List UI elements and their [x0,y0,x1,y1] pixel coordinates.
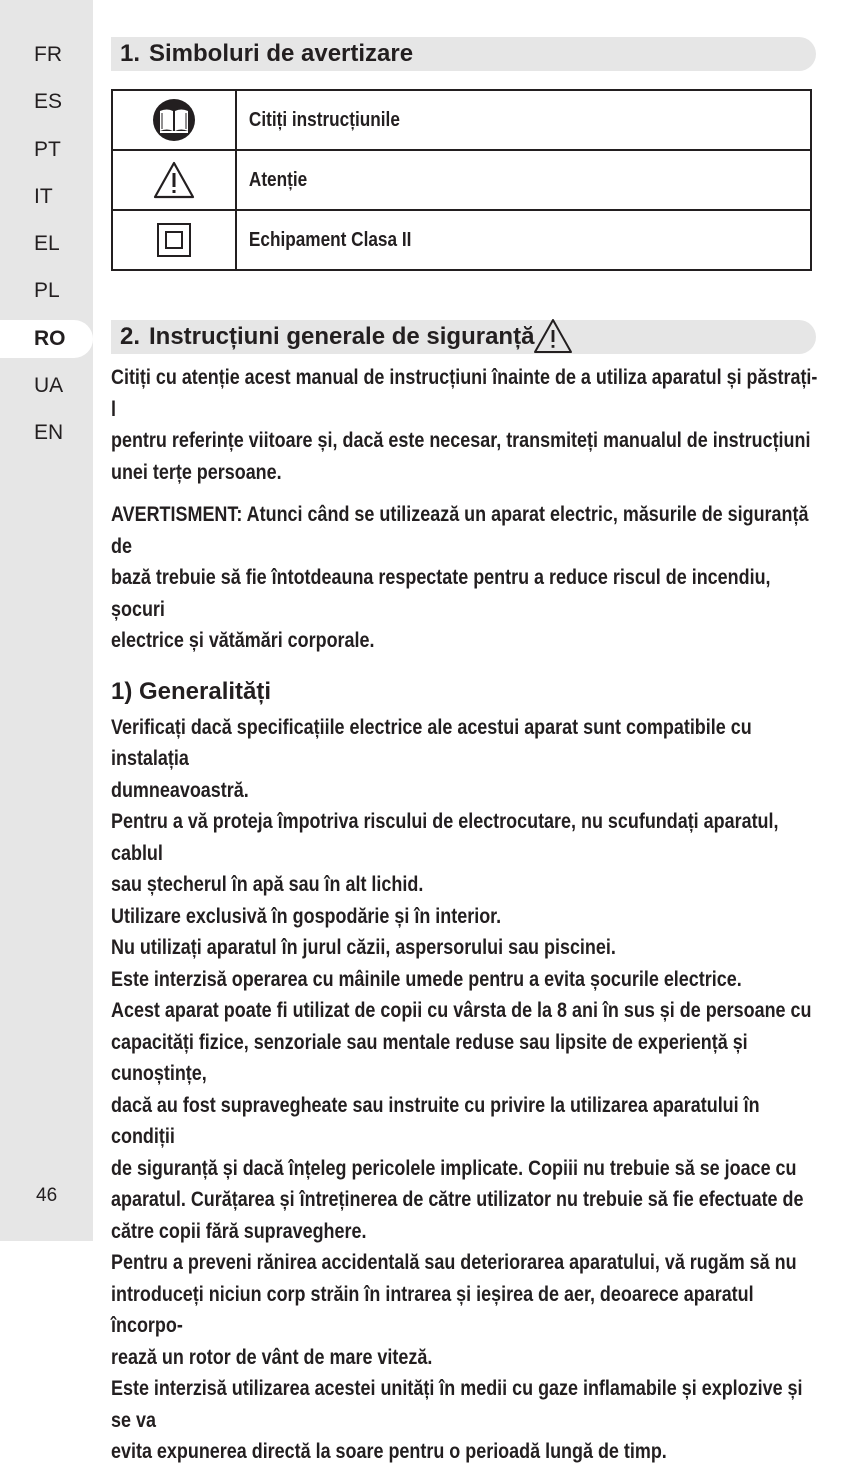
language-sidebar [0,0,93,1241]
language-tab-ro[interactable]: RO [0,320,93,358]
body-line: sau ștecherul în apă sau în alt lichid. [111,873,424,896]
body-line: Verificați dacă specificațiile electrice ale acestui aparat sunt compatibile cu instalația [111,715,752,770]
language-tab-it[interactable]: IT [34,184,53,208]
body-line: Este interzisă operarea cu mâinile umede pentru a evita șocurile electrice. [111,967,742,991]
warning-line: bază trebuie să fie întotdeauna respectate pentru a reduce riscul de incendiu, șocuri [111,566,771,621]
body-line: Este interzisă utilizarea acestei unități în medii cu gaze inflamabile și explozive și se va [111,1377,803,1432]
warning-triangle-icon [533,317,573,355]
intro-line: Citiți cu atenție acest manual de instrucțiuni înainte de a utiliza aparatul și păstrați-l [111,366,818,421]
section-1-number: 1. [120,40,141,67]
body-line: capacități fizice, senzoriale sau mentale reduse sau lipsite de experiență și cunoștințe, [111,1030,748,1085]
language-tab-en[interactable]: EN [34,421,64,445]
symbol-icon-cell [112,90,236,150]
warning-triangle-icon [153,161,195,199]
section-2-title: Instrucțiuni generale de siguranță [149,323,535,350]
section-1-title: Simboluri de avertizare [149,40,414,67]
section-2-number: 2. [120,323,141,350]
page-number: 46 [36,1185,58,1206]
symbol-row [112,150,811,210]
symbol-row [112,210,811,270]
language-tab-pt[interactable]: PT [34,137,61,161]
warning-symbols-table [111,89,812,271]
section-1-header [111,37,816,71]
language-list [0,36,93,462]
warning-paragraph [111,499,831,657]
symbol-icon-cell [112,210,236,270]
language-tab-es[interactable]: ES [34,90,63,114]
language-tab-fr[interactable]: FR [34,43,62,66]
body-line: Nu utilizați aparatul în jurul căzii, aspersorului sau piscinei. [111,936,616,959]
body-line: Acest aparat poate fi utilizat de copii cu vârsta de la 8 ani în sus și de persoane cu [111,999,812,1022]
warning-text: Atunci când se utilizează un aparat electric, măsurile de siguranță de [111,503,809,558]
language-tab-el[interactable]: EL [34,232,60,256]
symbol-icon-cell [112,150,236,210]
body-line: de siguranță și dacă înțeleg pericolele implicate. Copiii nu trebuie să se joace cu [111,1156,797,1180]
body-line: rează un rotor de vânt de mare viteză. [111,1345,433,1369]
body-line: către copii fără supraveghere. [111,1219,367,1243]
symbol-label-class-ii: Echipament Clasa II [236,210,731,270]
class-ii-equipment-icon [156,222,192,258]
body-line: dumneavoastră. [111,778,249,802]
intro-line: pentru referințe viitoare și, dacă este necesar, transmiteți manualul de instrucțiuni [111,429,811,452]
body-line: introduceți niciun corp străin în intrarea și ieșirea de aer, deoarece aparatul încorpo- [111,1282,754,1337]
section-2-header [111,320,816,354]
language-tab-ua[interactable]: UA [34,374,64,398]
warning-line [111,499,821,562]
main-content [111,362,831,1468]
body-line: aparatul. Curățarea și întreținerea de către utilizator nu trebuie să fie efectuate de [111,1188,804,1211]
warning-label: AVERTISMENT: [111,503,243,526]
language-tab-pl[interactable]: PL [34,279,60,303]
body-line: Utilizare exclusivă în gospodărie și în interior. [111,904,502,928]
body-line: evita expunerea directă la soare pentru o perioadă lungă de timp. [111,1440,667,1463]
intro-line: unei terțe persoane. [111,460,282,484]
body-line: dacă au fost supravegheate sau instruite cu privire la utilizarea aparatului în condiții [111,1093,760,1148]
generalities-body [111,712,831,1468]
generalities-heading: 1) Generalități [111,677,272,705]
warning-line: electrice și vătămări corporale. [111,629,375,652]
body-line: Pentru a preveni rănirea accidentală sau deteriorarea aparatului, vă rugăm să nu [111,1251,797,1274]
symbol-label-read-instructions: Citiți instrucțiunile [236,90,731,150]
read-instructions-icon [152,98,196,142]
intro-paragraph [111,362,831,488]
body-line: Pentru a vă proteja împotriva riscului de electrocutare, nu scufundați aparatul, cablul [111,810,779,865]
symbol-row [112,90,811,150]
symbol-label-attention: Atenție [236,150,731,210]
